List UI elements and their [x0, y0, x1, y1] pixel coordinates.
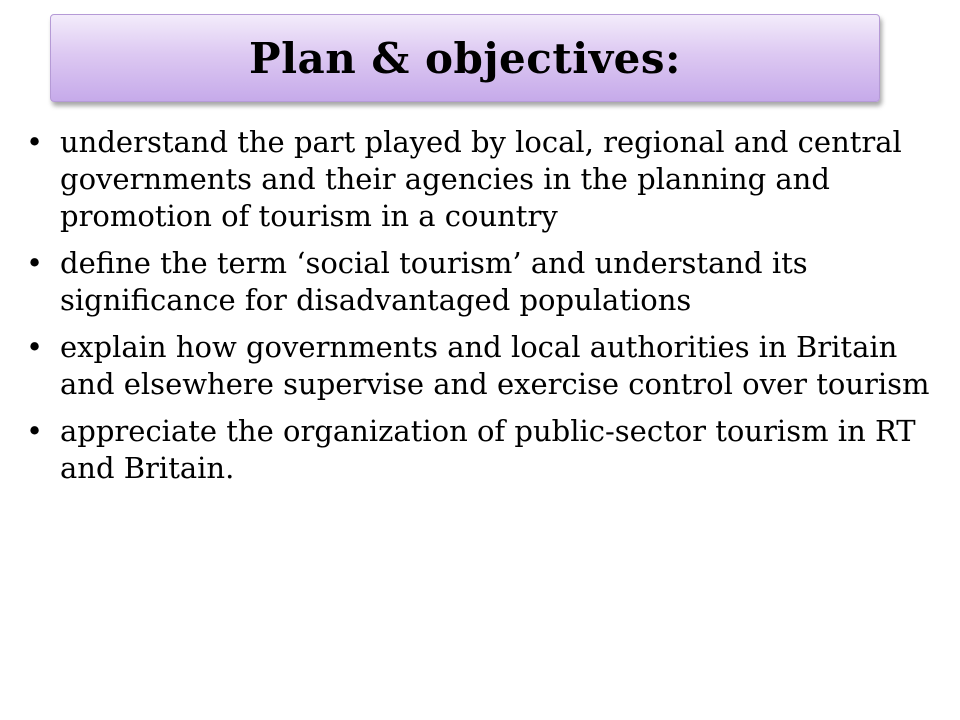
list-item-text: explain how governments and local authorities in Britain and elsewhere supervise and exercise control over tourism	[60, 330, 930, 401]
list-item	[22, 245, 942, 319]
bullet-icon: •	[26, 246, 44, 280]
list-item	[22, 413, 942, 487]
slide-title: Plan & objectives:	[249, 33, 681, 83]
bullet-icon: •	[26, 330, 44, 364]
list-item-text: define the term ‘social tourism’ and understand its significance for disadvantaged populations	[60, 246, 808, 317]
list-item	[22, 124, 942, 235]
bullet-icon: •	[26, 125, 44, 159]
list-item-text: understand the part played by local, regional and central governments and their agencies in the planning and promotion of tourism in a country	[60, 125, 902, 233]
list-item-text: appreciate the organization of public-sector tourism in RT and Britain.	[60, 414, 916, 485]
objectives-list	[22, 124, 942, 497]
list-item	[22, 329, 942, 403]
bullet-icon: •	[26, 414, 44, 448]
title-banner	[50, 14, 880, 102]
